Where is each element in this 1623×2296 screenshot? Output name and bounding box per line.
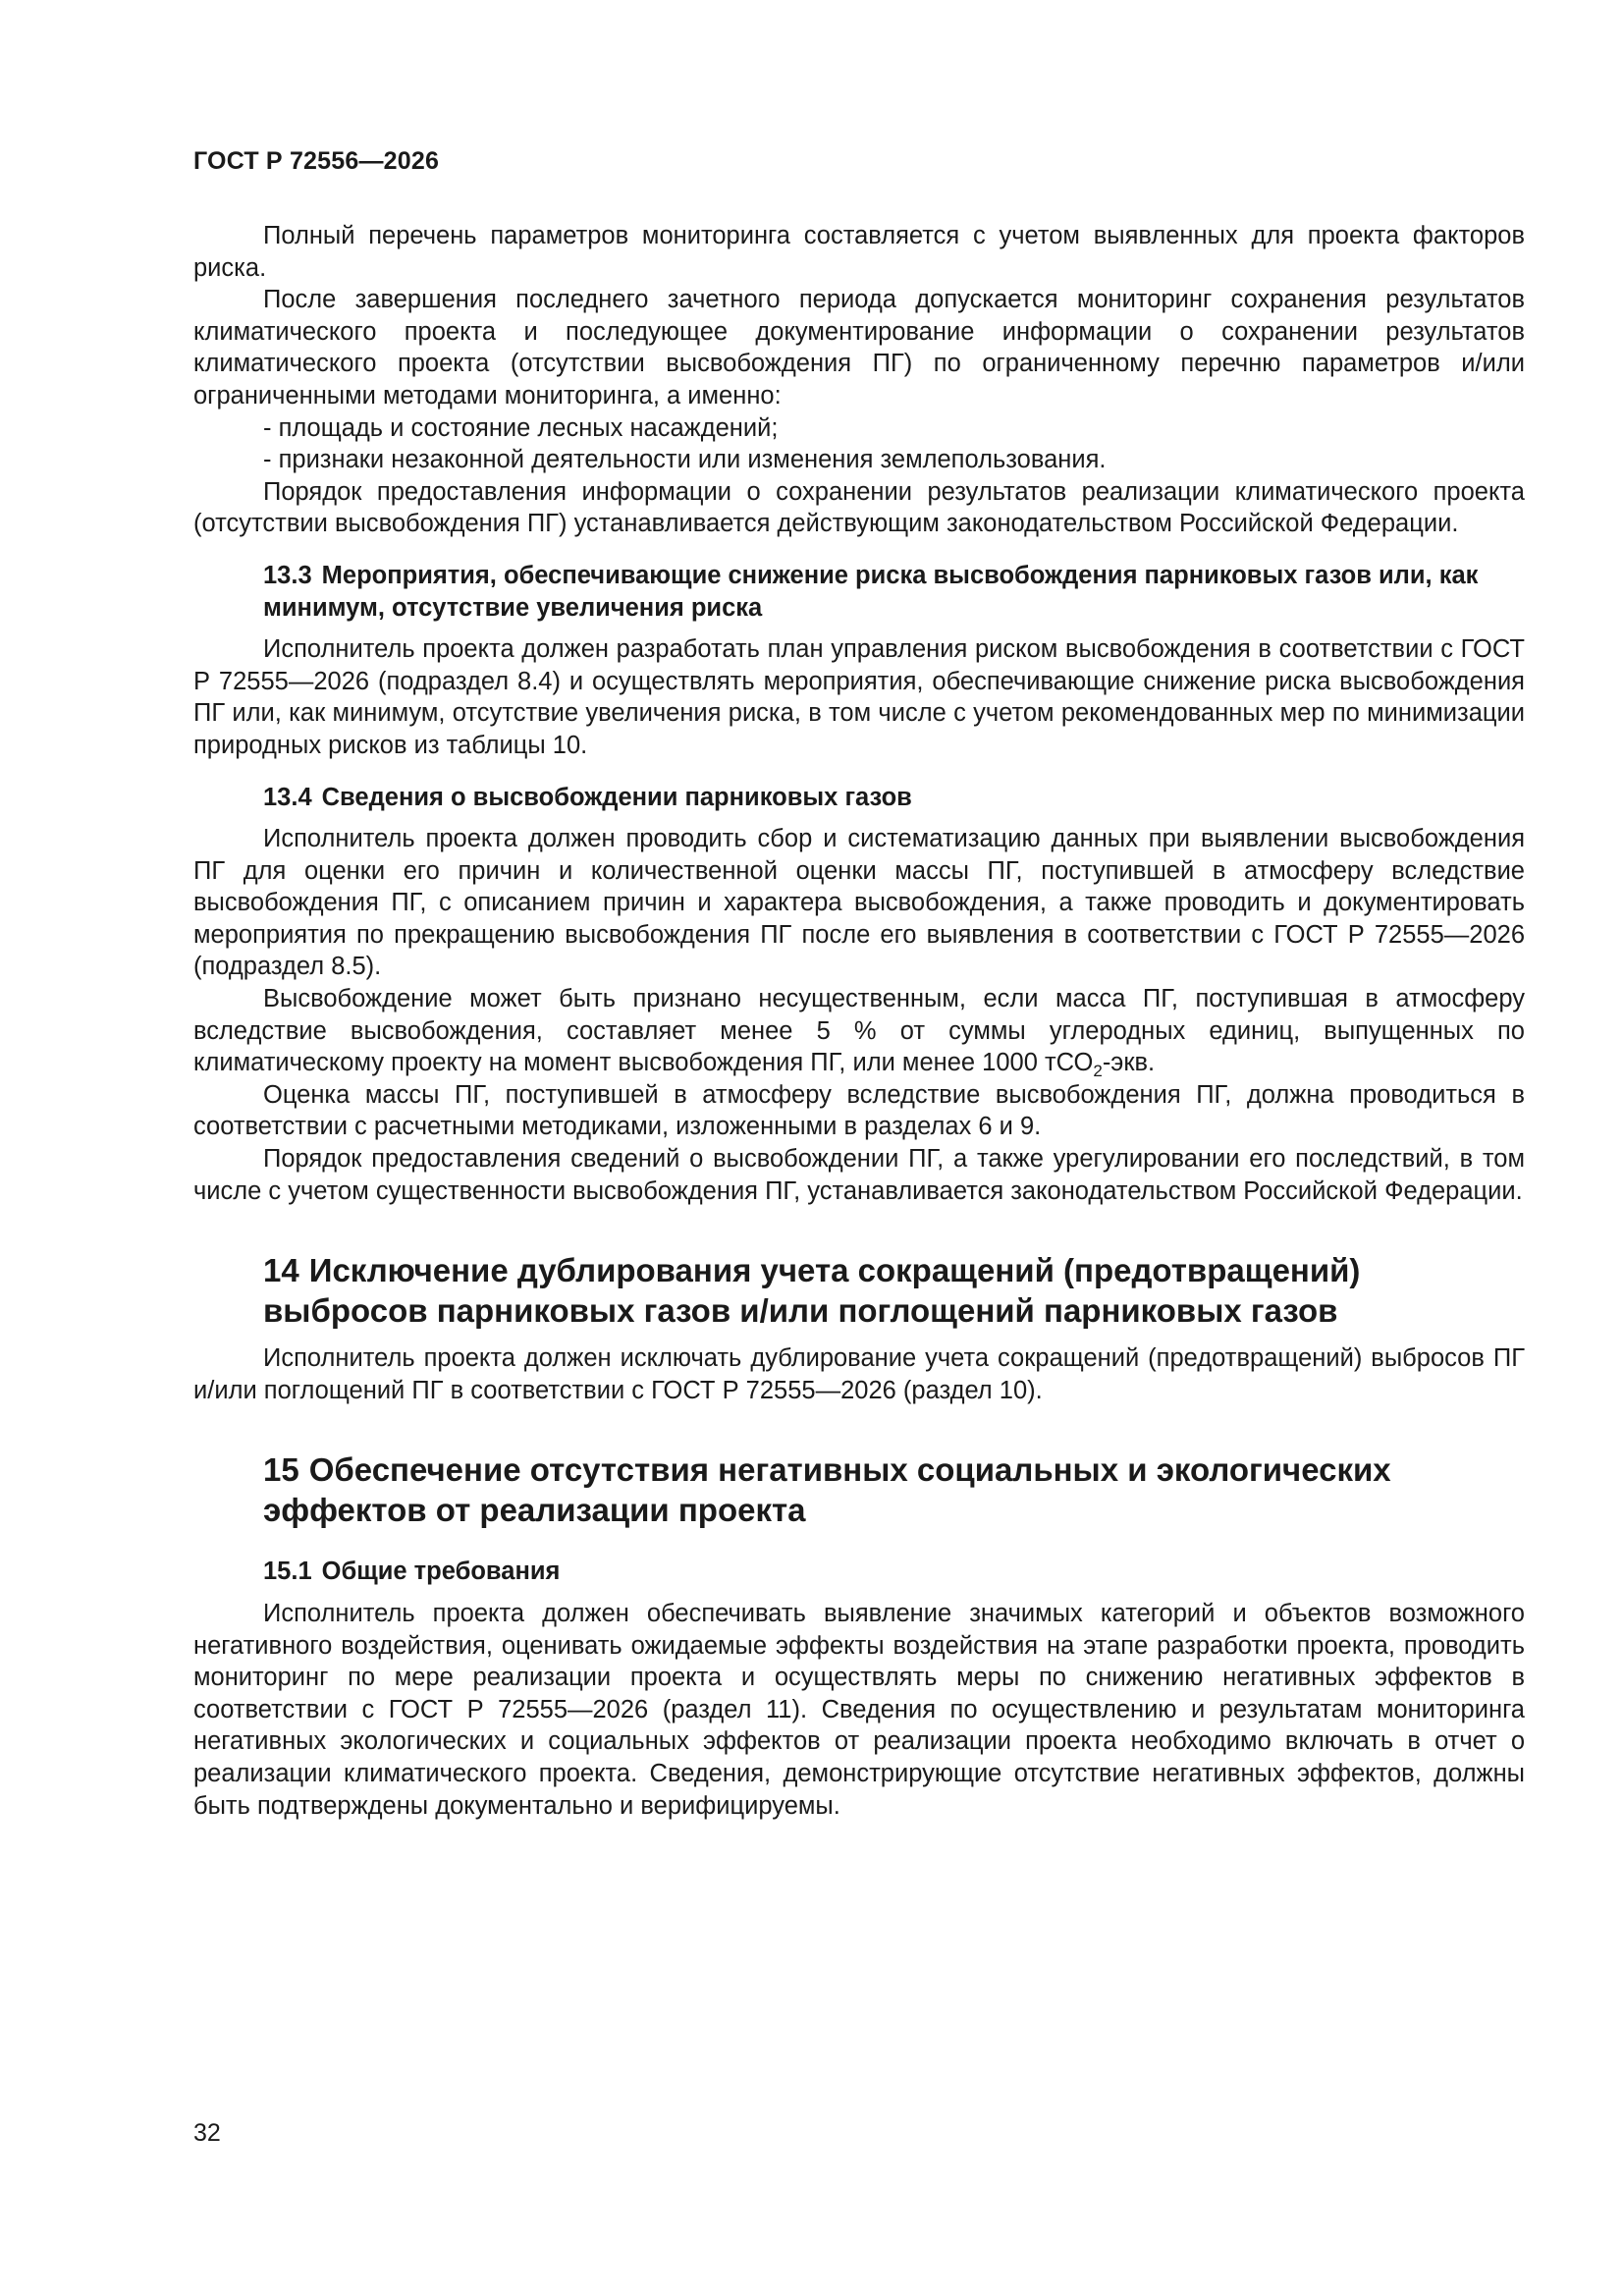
paragraph-monitoring-parameters: Полный перечень параметров мониторинга составляется с учетом выявленных для проекта факторов риска. [193, 222, 1525, 282]
page-number: 32 [193, 2119, 221, 2147]
paragraph-reversal-reporting-procedure: Порядок предоставления сведений о высвобождении ПГ, а также урегулировании его последствий, в том числе с учетом существенности высвобождения ПГ, устанавливается законодательством Российской Федерации. [193, 1145, 1525, 1205]
paragraph-negative-effects: Исполнитель проекта должен обеспечивать выявление значимых категорий и объектов возможного негативного воздействия, оценивать ожидаемые эффекты воздействия на этапе разработки проекта, проводить мониторинг по мере реализации проекта и осуществлять меры по снижению негативных эффектов в соответствии с ГОСТ Р 72555—2026 (раздел 11). Сведения по осуществлению и результатам мониторинга негативных экологических и социальных эффектов от реализации проекта необходимо включать в отчет о реализации климатического проекта. Сведения, демонстрирующие отсутствие негативных эффектов, должны быть подтверждены документально и верифицируемы. [193, 1600, 1525, 1820]
paragraph-double-counting: Исполнитель проекта должен исключать дублирование учета сокращений (предотвращений) выбросов ПГ и/или поглощений ПГ в соответствии с ГОСТ Р 72555—2026 (раздел 10). [193, 1344, 1525, 1404]
section-heading-15-1 [193, 1556, 1525, 1588]
paragraph-reversal-data-collection: Исполнитель проекта должен проводить сбор и систематизацию данных при выявлении высвобождения ПГ для оценки его причин и количественной оценки массы ПГ, поступившей в атмосферу вследствие высвобождения ПГ, с описанием причин и характера высвобождения, а также проводить и документировать мероприятия по прекращению высвобождения ПГ после его выявления в соответствии с ГОСТ Р 72555—2026 (подраздел 8.5). [193, 825, 1525, 981]
section-heading-13-4 [193, 782, 1525, 814]
paragraph-insignificant-reversal: Высвобождение может быть признано несущественным, если масса ПГ, поступившая в атмосферу вследствие высвобождения, составляет менее 5 % от суммы углеродных единиц, выпущенных по климатическому проекту на момент высвобождения ПГ, или менее 1000 тСО$_2$-экв. [193, 985, 1525, 1081]
section-heading-14 [193, 1250, 1525, 1331]
section-number: 15 [263, 1451, 299, 1489]
section-title: Сведения о высвобождении парниковых газов [321, 783, 912, 811]
section-number: 14 [263, 1252, 299, 1289]
section-title: Общие требования [321, 1558, 561, 1586]
section-heading-15 [193, 1449, 1525, 1530]
section-title: Обеспечение отсутствия негативных социальных и экологических эффектов от реализации проекта [263, 1451, 1391, 1529]
paragraph-information-procedure: Порядок предоставления информации о сохранении результатов реализации климатического проекта (отсутствии высвобождения ПГ) устанавливается действующим законодательством Российской Федерации. [193, 477, 1525, 538]
document-code-header: ГОСТ Р 72556—2026 [193, 147, 440, 175]
document-body [193, 220, 1525, 1822]
list-item-illegal-activity: - признаки незаконной деятельности или изменения землепользования. [263, 446, 1107, 474]
paragraph-post-crediting-monitoring: После завершения последнего зачетного периода допускается мониторинг сохранения результатов климатического проекта и последующее документирование информации о сохранении результатов климатического проекта (отсутствии высвобождения ПГ) по ограниченному перечню параметров и/или ограниченными методами мониторинга, а именно: [193, 286, 1525, 410]
section-heading-13-3 [193, 560, 1525, 624]
section-number: 15.1 [263, 1558, 312, 1586]
section-number: 13.3 [263, 561, 312, 589]
section-title: Исключение дублирования учета сокращений (предотвращений) выбросов парниковых газов и/или поглощений парниковых газов [263, 1252, 1361, 1330]
paragraph-mass-estimation: Оценка массы ПГ, поступившей в атмосферу вследствие высвобождения ПГ, должна проводиться в соответствии с расчетными методиками, изложенными в разделах 6 и 9. [193, 1080, 1525, 1141]
list-item-forest-area: - площадь и состояние лесных насаждений; [263, 413, 779, 442]
section-number: 13.4 [263, 783, 312, 811]
section-title: Мероприятия, обеспечивающие снижение риска высвобождения парниковых газов или, как минимум, отсутствие увеличения риска [263, 561, 1479, 622]
paragraph-risk-management-plan: Исполнитель проекта должен разработать план управления риском высвобождения в соответствии с ГОСТ Р 72555—2026 (подраздел 8.4) и осуществлять мероприятия, обеспечивающие снижение риска высвобождения ПГ или, как минимум, отсутствие увеличения риска, в том числе с учетом рекомендованных мер по минимизации природных рисков из таблицы 10. [193, 635, 1525, 759]
